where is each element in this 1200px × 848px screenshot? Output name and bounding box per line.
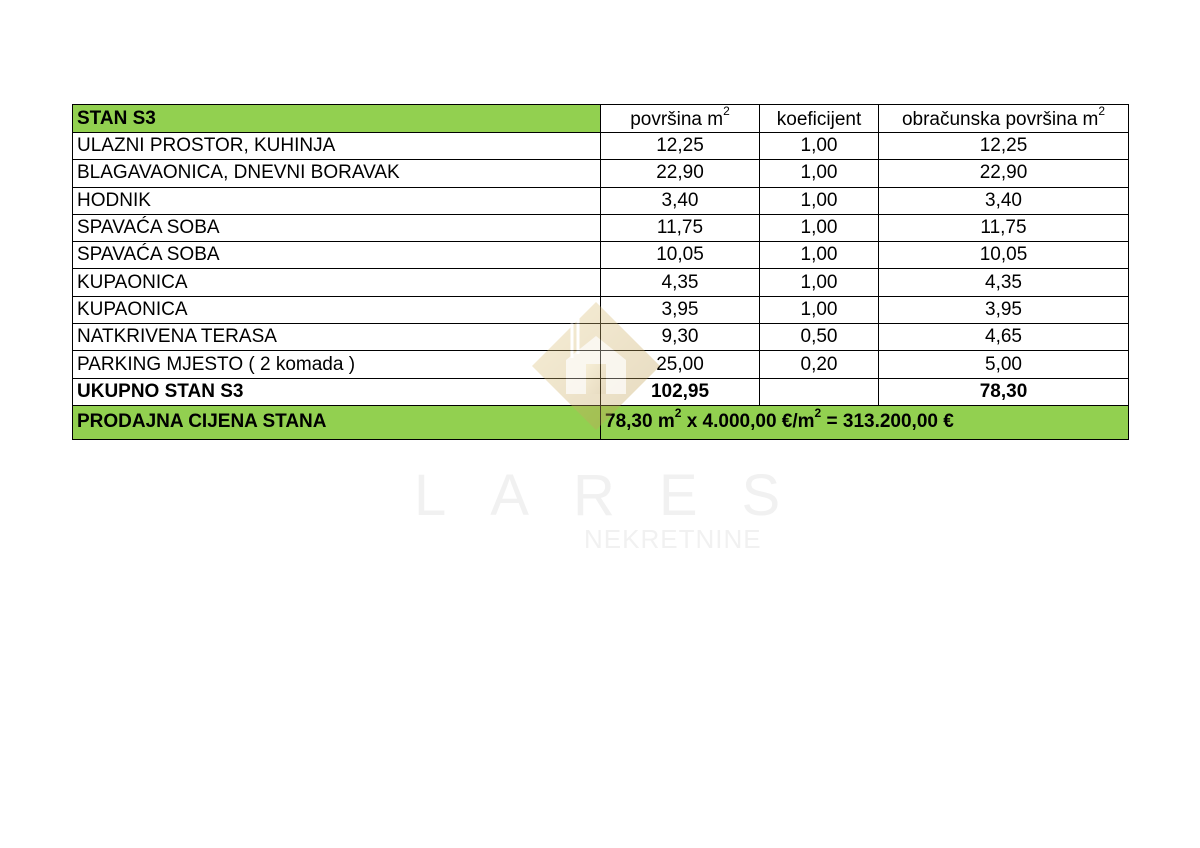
room-area: 10,05 <box>601 242 760 269</box>
room-name: KUPAONICA <box>73 296 601 323</box>
room-calculated-area: 11,75 <box>879 214 1129 241</box>
room-calculated-area: 5,00 <box>879 351 1129 378</box>
room-area: 12,25 <box>601 133 760 160</box>
room-name: SPAVAĆA SOBA <box>73 242 601 269</box>
room-coefficient: 0,20 <box>760 351 879 378</box>
header-coefficient: koeficijent <box>760 105 879 133</box>
total-calculated-area: 78,30 <box>879 378 1129 405</box>
apartment-area-table-container <box>72 104 1128 440</box>
room-area: 9,30 <box>601 324 760 351</box>
header-area: površina $m^2$ <box>601 105 760 133</box>
room-name: KUPAONICA <box>73 269 601 296</box>
room-area: 11,75 <box>601 214 760 241</box>
room-coefficient: 1,00 <box>760 296 879 323</box>
table-row <box>73 296 1129 323</box>
room-calculated-area: 12,25 <box>879 133 1129 160</box>
table-row <box>73 214 1129 241</box>
room-name: PARKING MJESTO ( 2 komada ) <box>73 351 601 378</box>
room-name: NATKRIVENA TERASA <box>73 324 601 351</box>
total-coefficient <box>760 378 879 405</box>
room-coefficient: 1,00 <box>760 214 879 241</box>
table-row <box>73 242 1129 269</box>
room-calculated-area: 3,95 <box>879 296 1129 323</box>
room-coefficient: 1,00 <box>760 269 879 296</box>
room-area: 25,00 <box>601 351 760 378</box>
table-row <box>73 187 1129 214</box>
room-calculated-area: 4,35 <box>879 269 1129 296</box>
room-coefficient: 1,00 <box>760 187 879 214</box>
room-name: ULAZNI PROSTOR, KUHINJA <box>73 133 601 160</box>
room-coefficient: 0,50 <box>760 324 879 351</box>
watermark-subtitle: NEKRETNINE <box>584 524 762 554</box>
price-label: PRODAJNA CIJENA STANA <box>73 405 601 439</box>
table-row <box>73 160 1129 187</box>
price-formula: 78,30 $m^2$ x 4.000,00 $€/m^2 = 313.200,00$ € <box>601 405 1129 439</box>
apartment-area-table <box>72 104 1129 440</box>
header-calculated-area: obračunska površina $m^2$ <box>879 105 1129 133</box>
table-row <box>73 324 1129 351</box>
room-calculated-area: 3,40 <box>879 187 1129 214</box>
room-calculated-area: 4,65 <box>879 324 1129 351</box>
room-name: BLAGAVAONICA, DNEVNI BORAVAK <box>73 160 601 187</box>
room-area: 22,90 <box>601 160 760 187</box>
room-coefficient: 1,00 <box>760 242 879 269</box>
watermark-word: LARES <box>414 463 825 528</box>
table-header-row <box>73 105 1129 133</box>
room-name: SPAVAĆA SOBA <box>73 214 601 241</box>
total-row <box>73 378 1129 405</box>
room-name: HODNIK <box>73 187 601 214</box>
table-row <box>73 269 1129 296</box>
price-row <box>73 405 1129 439</box>
room-coefficient: 1,00 <box>760 160 879 187</box>
total-label: UKUPNO STAN S3 <box>73 378 601 405</box>
room-calculated-area: 10,05 <box>879 242 1129 269</box>
room-coefficient: 1,00 <box>760 133 879 160</box>
room-area: 3,95 <box>601 296 760 323</box>
room-area: 3,40 <box>601 187 760 214</box>
room-area: 4,35 <box>601 269 760 296</box>
apartment-title: STAN S3 <box>73 105 601 133</box>
room-calculated-area: 22,90 <box>879 160 1129 187</box>
table-row <box>73 351 1129 378</box>
table-row <box>73 133 1129 160</box>
total-area: 102,95 <box>601 378 760 405</box>
